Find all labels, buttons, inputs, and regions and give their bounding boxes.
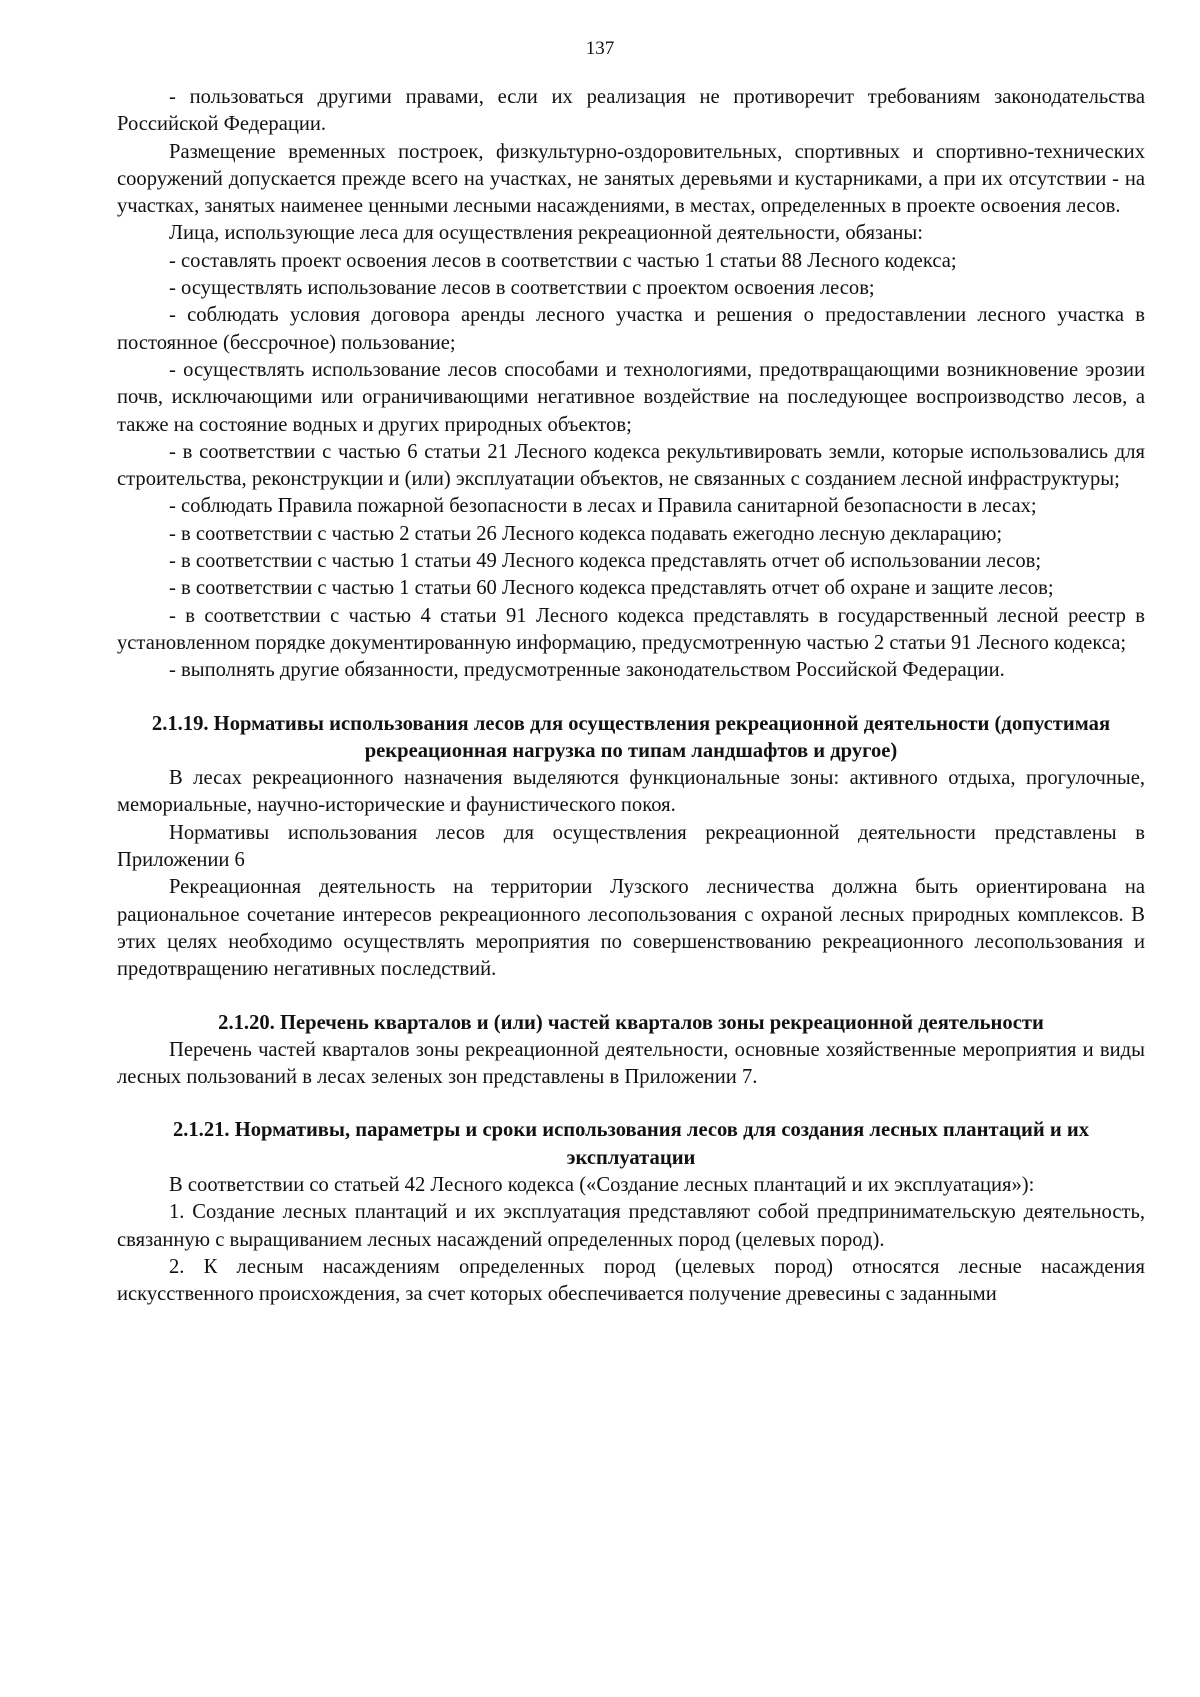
paragraph-appendix-7: Перечень частей кварталов зоны рекреационной деятельности, основные хозяйственные мероприятия и виды лесных пользований в лесах зеленых зон представлены в Приложении 7. (117, 1038, 1145, 1089)
section-heading-2-1-19: 2.1.19. Нормативы использования лесов для осуществления рекреационной деятельности (допустимая рекреационная нагрузка по типам ландшафтов и другое) (151, 712, 1111, 762)
obligation-item: - составлять проект освоения лесов в соответствии с частью 1 статьи 88 Лесного кодекса; (169, 249, 957, 272)
paragraph-norms-appendix-6: Нормативы использования лесов для осуществления рекреационной деятельности представлены в Приложении 6 (117, 821, 1145, 872)
obligation-item: - осуществлять использование лесов способами и технологиями, предотвращающими возникновение эрозии почв, исключающими или ограничивающими негативное воздействие на последующее воспроизводство лесов, а также на состояние водных и других природных объектов; (117, 358, 1145, 436)
paragraph-temporary-structures: Размещение временных построек, физкультурно-оздоровительных, спортивных и спортивно-технических сооружений допускается прежде всего на участках, не занятых деревьями и кустарниками, а при их отсутствии - на участках, занятых наименее ценными лесными насаждениями, в местах, определенных в проекте освоения лесов. (117, 140, 1145, 218)
obligation-item: - осуществлять использование лесов в соответствии с проектом освоения лесов; (169, 277, 875, 300)
obligation-item: - соблюдать условия договора аренды лесного участка и решения о предоставлении лесного участка в постоянное (бессрочное) пользование; (117, 304, 1145, 354)
paragraph-item-2: 2. К лесным насаждениям определенных пород (целевых пород) относятся лесные насаждения искусственного происхождения, за счет которых обеспечивается получение древесины с заданными (117, 1255, 1145, 1306)
obligation-item: - в соответствии с частью 4 статьи 91 Лесного кодекса представлять в государственный лесной реестр в установленном порядке документированную информацию, предусмотренную частью 2 статьи 91 Лесного кодекса; (117, 604, 1145, 654)
paragraph-item-1: 1. Создание лесных плантаций и их эксплуатация представляют собой предпринимательскую деятельность, связанную с выращиванием лесных насаждений определенных пород (целевых пород). (117, 1201, 1145, 1251)
obligation-item: - в соответствии с частью 2 статьи 26 Лесного кодекса подавать ежегодно лесную декларацию; (169, 522, 1003, 545)
page-number: 137 (585, 38, 615, 59)
obligation-item: - в соответствии с частью 6 статьи 21 Лесного кодекса рекультивировать земли, которые использовались для строительства, реконструкции и (или) эксплуатации объектов, не связанных с созданием лесной инфраструктуры; (117, 440, 1145, 491)
obligation-item: - выполнять другие обязанности, предусмотренные законодательством Российской Федерации. (169, 659, 1005, 682)
paragraph-article-42: В соответствии со статьей 42 Лесного кодекса («Создание лесных плантаций и их эксплуатация»): (169, 1173, 1035, 1196)
paragraph-other-rights: - пользоваться другими правами, если их реализация не противоречит требованиям законодательства Российской Федерации. (117, 86, 1145, 136)
paragraph-obligations-intro: Лица, использующие леса для осуществления рекреационной деятельности, обязаны: (169, 222, 923, 245)
section-heading-2-1-20: 2.1.20. Перечень кварталов и (или) частей кварталов зоны рекреационной деятельности (218, 1011, 1044, 1034)
section-heading-2-1-21: 2.1.21. Нормативы, параметры и сроки использования лесов для создания лесных плантаций и их эксплуатации (172, 1119, 1090, 1169)
document-body (117, 84, 1145, 1308)
paragraph-functional-zones: В лесах рекреационного назначения выделяются функциональные зоны: активного отдыха, прогулочные, мемориальные, научно-исторические и фаунистического покоя. (117, 767, 1145, 817)
obligation-item: - соблюдать Правила пожарной безопасности в лесах и Правила санитарной безопасности в лесах; (169, 495, 1037, 518)
obligation-item: - в соответствии с частью 1 статьи 60 Лесного кодекса представлять отчет об охране и защите лесов; (169, 577, 1054, 600)
paragraph-recreational-activity: Рекреационная деятельность на территории Лузского лесничества должна быть ориентирована на рациональное сочетание интересов рекреационного лесопользования с охраной лесных природных комплексов. В этих целях необходимо осуществлять мероприятия по совершенствованию рекреационного лесопользования и предотвращению негативных последствий. (117, 876, 1145, 981)
obligation-item: - в соответствии с частью 1 статьи 49 Лесного кодекса представлять отчет об использовании лесов; (169, 550, 1042, 573)
